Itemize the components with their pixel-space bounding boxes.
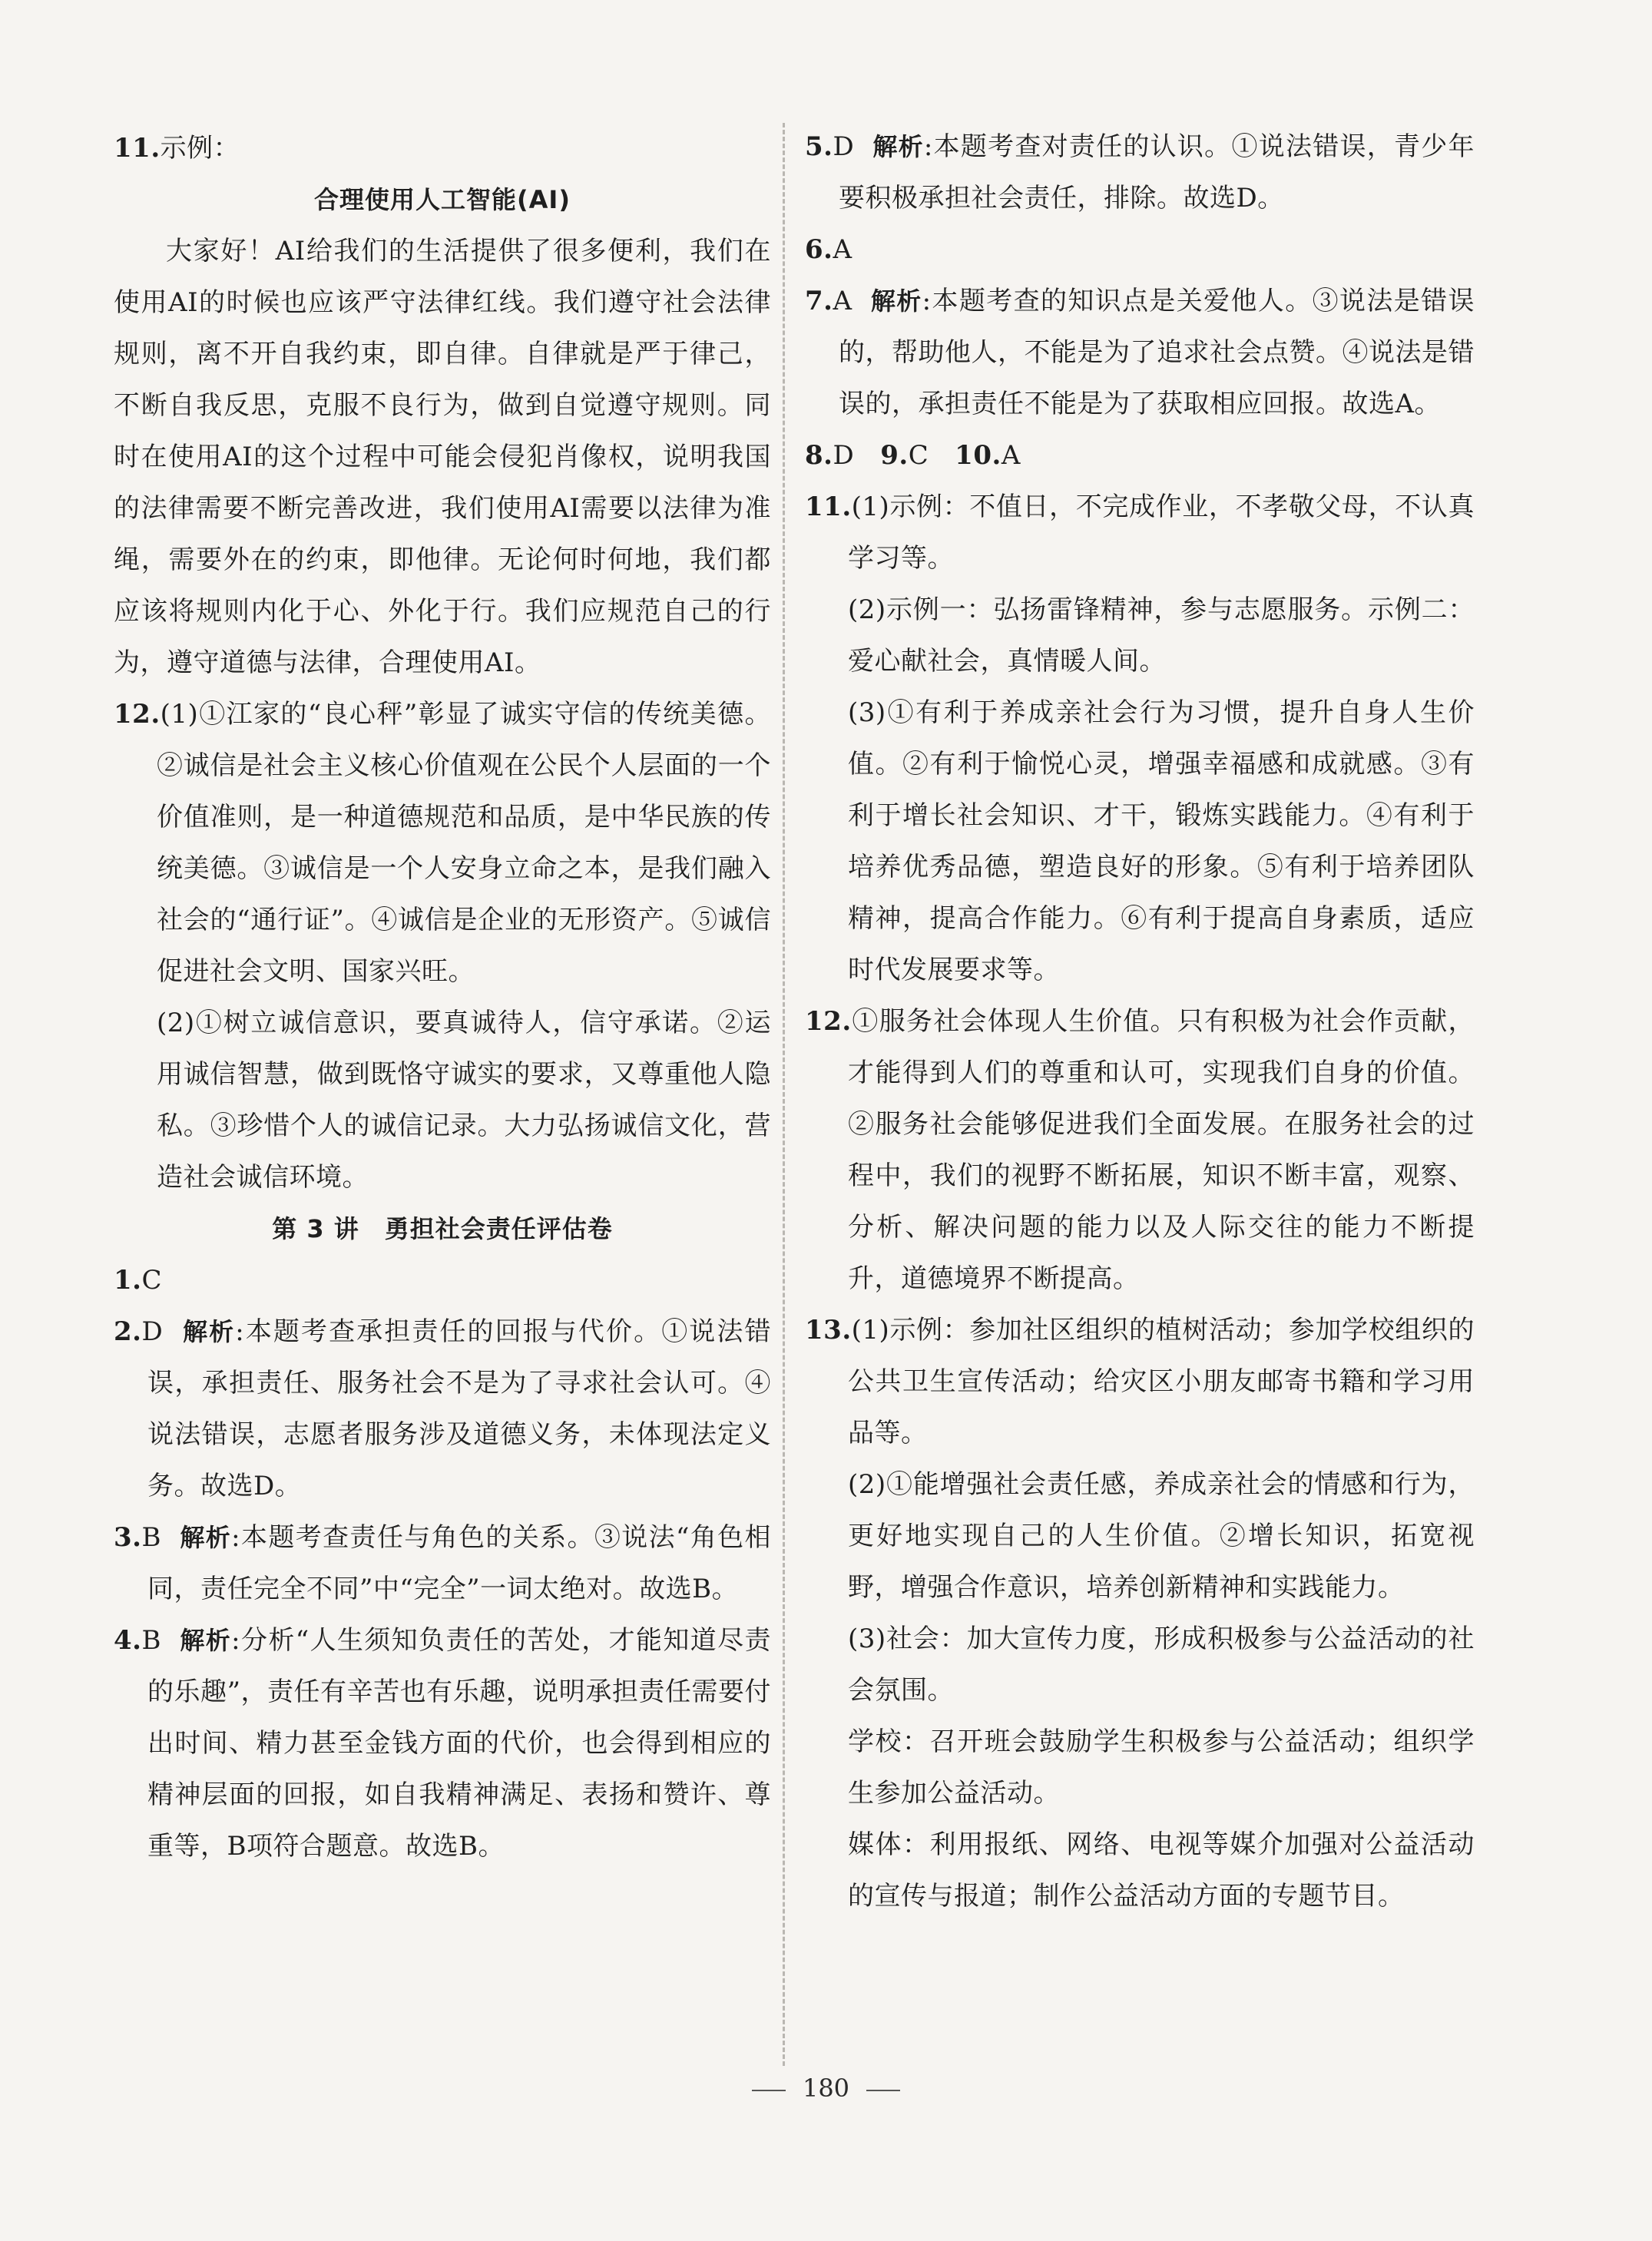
q11-label: 11. xyxy=(805,492,852,522)
q10-num: 10. xyxy=(955,440,1001,471)
answers-8-10 xyxy=(805,430,1475,482)
q13-part3: (3)社会：加大宣传力度，形成积极参与公益活动的社会氛围。 xyxy=(848,1624,1475,1706)
item-answer: D xyxy=(833,131,855,162)
q11-intro: 示例： xyxy=(160,133,240,164)
answer-item xyxy=(805,276,1475,430)
q12-part1-text: (1)①江家的“良心秤”彰显了诚实守信的传统美德。②诚信是社会主义核心价值观在公民个人层面的一个价值准则，是一种道德规范和品质，是中华民族的传统美德。③诚信是一个人安身立命之本，是我们融入社会的“通行证”。④诚信是企业的无形资产。⑤诚信促进社会文明、国家兴旺。 xyxy=(157,699,771,987)
q10-answer: A xyxy=(1001,440,1021,471)
q9-num: 9. xyxy=(880,440,909,471)
item-analysis: :本题考查的知识点是关爱他人。③说法是错误的，帮助他人，不能是为了追求社会点赞。④说法是错误的，承担责任不能是为了获取相应回报。故选A。 xyxy=(839,286,1475,419)
answer-item xyxy=(114,1615,771,1872)
q11-heading xyxy=(114,123,771,174)
q12-label: 12. xyxy=(114,699,161,730)
left-column xyxy=(114,123,771,1872)
q13-part5: 媒体：利用报纸、网络、电视等媒介加强对公益活动的宣传与报道；制作公益活动方面的专题节目。 xyxy=(848,1829,1475,1912)
item-answer: C xyxy=(141,1265,163,1296)
q12-answer xyxy=(805,996,1475,1305)
q11-part3: (3)①有利于养成亲社会行为习惯，提升自身人生价值。②有利于愉悦心灵，增强幸福感和成就感。③有利于增长社会知识、才干，锻炼实践能力。④有利于培养优秀品德，塑造良好的形象。⑤有利于培养团队精神，提高合作能力。⑥有利于提高自身素质，适应时代发展要求等。 xyxy=(848,697,1475,985)
q13-part2: (2)①能增强社会责任感，养成亲社会的情感和行为，更好地实现自己的人生价值。②增长知识，拓宽视野，增强合作意识，培养创新精神和实践能力。 xyxy=(848,1469,1475,1603)
q12-part2: (2)①树立诚信意识，要真诚待人，信守承诺。②运用诚信智慧，做到既恪守诚实的要求，又尊重他人隐私。③珍惜个人的诚信记录。大力弘扬诚信文化，营造社会诚信环境。 xyxy=(157,1008,771,1193)
q8-num: 8. xyxy=(805,440,833,471)
q11-part1-text: (1)示例：不值日，不完成作业，不孝敬父母，不认真学习等。 xyxy=(848,492,1475,574)
item-num: 6. xyxy=(805,234,833,265)
q12-label: 12. xyxy=(805,1006,852,1037)
page-number: 180 xyxy=(802,2074,850,2103)
item-analysis: :本题考查对责任的认识。①说法错误，青少年要积极承担社会责任，排除。故选D。 xyxy=(839,131,1475,214)
analysis-keyword: 解析 xyxy=(183,1317,236,1346)
q9-answer: C xyxy=(908,440,929,471)
q11-part1 xyxy=(805,482,1475,584)
answer-item xyxy=(805,121,1475,224)
analysis-keyword: 解析 xyxy=(180,1523,232,1552)
item-answer: B xyxy=(141,1625,161,1656)
q13-part1-text: (1)示例：参加社区组织的植树活动；参加学校组织的公共卫生宣传活动；给灾区小朋友邮寄书籍和学习用品等。 xyxy=(848,1315,1475,1448)
right-column xyxy=(805,121,1475,1922)
q8-answer: D xyxy=(833,440,855,471)
item-answer: A xyxy=(833,234,852,265)
item-num: 7. xyxy=(805,286,833,316)
q12-answer-text: ①服务社会体现人生价值。只有积极为社会作贡献，才能得到人们的尊重和认可，实现我们自身的价值。②服务社会能够促进我们全面发展。在服务社会的过程中，我们的视野不断拓展，知识不断丰富，观察、分析、解决问题的能力以及人际交往的能力不断提升，道德境界不断提高。 xyxy=(848,1006,1475,1294)
item-num: 3. xyxy=(114,1522,142,1553)
q13-part1 xyxy=(805,1305,1475,1459)
answer-item xyxy=(114,1306,771,1512)
q11-part2: (2)示例一：弘扬雷锋精神，参与志愿服务。示例二：爱心献社会，真情暖人间。 xyxy=(848,594,1475,677)
analysis-keyword: 解析 xyxy=(870,286,922,316)
q11-essay-title: 合理使用人工智能(AI) xyxy=(314,185,571,214)
answer-item xyxy=(805,224,1475,276)
item-num: 2. xyxy=(114,1316,142,1347)
item-analysis: :本题考查承担责任的回报与代价。①说法错误，承担责任、服务社会不是为了寻求社会认可。④说法错误，志愿者服务涉及道德义务，未体现法定义务。故选D。 xyxy=(147,1316,771,1501)
q12-part1 xyxy=(114,689,771,998)
item-answer: B xyxy=(141,1522,161,1553)
answer-item xyxy=(114,1255,771,1306)
q11-label: 11. xyxy=(114,133,161,164)
footer-dash-right xyxy=(866,2090,900,2091)
footer-dash-left xyxy=(752,2090,786,2091)
item-num: 5. xyxy=(805,131,833,162)
section-title: 第 3 讲 勇担社会责任评估卷 xyxy=(272,1214,613,1243)
page-footer xyxy=(0,2074,1652,2103)
item-analysis: :分析“人生须知负责任的苦处，才能知道尽责的乐趣”，责任有辛苦也有乐趣，说明承担责任需要付出时间、精力甚至金钱方面的代价，也会得到相应的精神层面的回报，如自我精神满足、表扬和赞许、尊重等，B项符合题意。故选B。 xyxy=(147,1625,771,1862)
item-answer: A xyxy=(833,286,852,316)
item-num: 1. xyxy=(114,1265,142,1296)
analysis-keyword: 解析 xyxy=(872,132,924,161)
item-answer: D xyxy=(141,1316,164,1347)
item-analysis: :本题考查责任与角色的关系。③说法“角色相同，责任完全不同”中“完全”一词太绝对。故选B。 xyxy=(147,1522,771,1604)
answer-item xyxy=(114,1512,771,1615)
item-num: 4. xyxy=(114,1625,142,1656)
q13-part4: 学校：召开班会鼓励学生积极参与公益活动；组织学生参加公益活动。 xyxy=(848,1726,1475,1809)
q13-label: 13. xyxy=(805,1315,852,1346)
q11-essay-body: 大家好！AI给我们的生活提供了很多便利，我们在使用AI的时候也应该严守法律红线。我们遵守社会法律规则，离不开自我约束，即自律。自律就是严于律己，不断自我反思，克服不良行为，做到自觉遵守规则。同时在使用AI的这个过程中可能会侵犯肖像权，说明我国的法律需要不断完善改进，我们使用AI需要以法律为准绳，需要外在的约束，即他律。无论何时何地，我们都应该将规则内化于心、外化于行。我们应规范自己的行为，遵守道德与法律，合理使用AI。 xyxy=(114,236,771,678)
column-divider xyxy=(783,123,785,2066)
analysis-keyword: 解析 xyxy=(180,1626,232,1655)
